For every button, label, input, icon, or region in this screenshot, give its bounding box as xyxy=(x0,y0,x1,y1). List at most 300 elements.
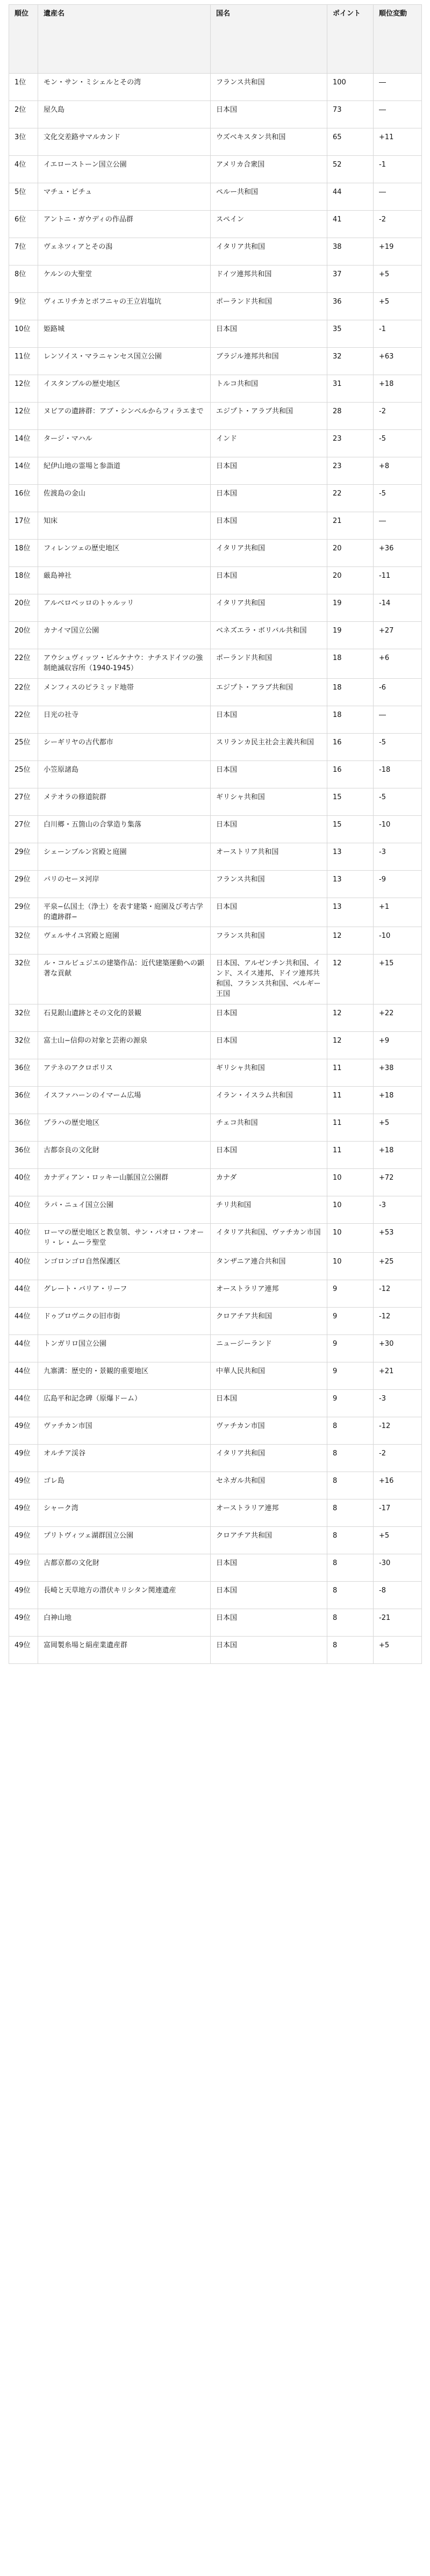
points-cell: 11 xyxy=(327,1114,374,1141)
rank-change-cell: +5 xyxy=(374,1637,422,1664)
rank-change-cell: +11 xyxy=(374,128,422,156)
country-cell: 日本国 xyxy=(211,1031,327,1059)
table-row xyxy=(9,1582,422,1609)
rank-cell: 49位 xyxy=(9,1637,38,1664)
table-row xyxy=(9,1059,422,1086)
table-row xyxy=(9,512,422,540)
country-cell: トルコ共和国 xyxy=(211,375,327,403)
site-name-cell: 知床 xyxy=(38,512,211,540)
country-cell: カナダ xyxy=(211,1168,327,1196)
country-cell: ウズベキスタン共和国 xyxy=(211,128,327,156)
rank-change-cell: -21 xyxy=(374,1609,422,1637)
header-change: 順位変動 xyxy=(374,5,422,74)
table-row xyxy=(9,788,422,815)
rank-change-cell: -5 xyxy=(374,733,422,760)
points-cell: 10 xyxy=(327,1196,374,1223)
country-cell: ドイツ連邦共和国 xyxy=(211,266,327,293)
site-name-cell: 平泉−仏国土（浄土）を表す建築・庭園及び考古学的遺跡群− xyxy=(38,898,211,927)
points-cell: 35 xyxy=(327,320,374,348)
country-cell: クロアチア共和国 xyxy=(211,1527,327,1554)
rank-change-cell: +27 xyxy=(374,622,422,649)
table-row xyxy=(9,927,422,955)
site-name-cell: レンソイス・マラニャンセス国立公園 xyxy=(38,348,211,375)
country-cell: 日本国 xyxy=(211,512,327,540)
rank-cell: 27位 xyxy=(9,815,38,843)
country-cell: 日本国 xyxy=(211,101,327,128)
points-cell: 37 xyxy=(327,266,374,293)
rank-change-cell: -12 xyxy=(374,1280,422,1308)
rank-cell: 44位 xyxy=(9,1308,38,1335)
site-name-cell: 富士山−信仰の対象と芸術の源泉 xyxy=(38,1031,211,1059)
points-cell: 32 xyxy=(327,348,374,375)
rank-cell: 49位 xyxy=(9,1472,38,1499)
country-cell: イタリア共和国、ヴァチカン市国 xyxy=(211,1223,327,1253)
table-row xyxy=(9,1168,422,1196)
site-name-cell: ヌビアの遺跡群：アブ・シンベルからフィラエまで xyxy=(38,403,211,430)
country-cell: 日本国 xyxy=(211,1004,327,1031)
site-name-cell: トンガリロ国立公園 xyxy=(38,1335,211,1362)
rank-change-cell: +21 xyxy=(374,1362,422,1390)
rank-change-cell: +5 xyxy=(374,266,422,293)
country-cell: ポーランド共和国 xyxy=(211,293,327,320)
country-cell: 日本国 xyxy=(211,485,327,512)
site-name-cell: グレート・バリア・リーフ xyxy=(38,1280,211,1308)
points-cell: 8 xyxy=(327,1417,374,1445)
rank-change-cell: ― xyxy=(374,512,422,540)
rank-change-cell: +72 xyxy=(374,1168,422,1196)
rank-cell: 6位 xyxy=(9,211,38,238)
table-row xyxy=(9,1527,422,1554)
rank-change-cell: +16 xyxy=(374,1472,422,1499)
country-cell: ギリシャ共和国 xyxy=(211,788,327,815)
site-name-cell: ローマの歴史地区と教皇領、サン・パオロ・フオーリ・レ・ムーラ聖堂 xyxy=(38,1223,211,1253)
rank-change-cell: -1 xyxy=(374,156,422,183)
table-row xyxy=(9,622,422,649)
site-name-cell: メンフィスのピラミッド地帯 xyxy=(38,678,211,706)
table-row xyxy=(9,1335,422,1362)
site-name-cell: モン・サン・ミシェルとその湾 xyxy=(38,74,211,101)
site-name-cell: ゴレ島 xyxy=(38,1472,211,1499)
rank-change-cell: +5 xyxy=(374,293,422,320)
country-cell: オーストリア共和国 xyxy=(211,843,327,870)
rank-change-cell: -3 xyxy=(374,1196,422,1223)
table-row xyxy=(9,101,422,128)
table-row xyxy=(9,1609,422,1637)
table-row xyxy=(9,678,422,706)
table-row xyxy=(9,74,422,101)
rank-cell: 8位 xyxy=(9,266,38,293)
rank-cell: 18位 xyxy=(9,567,38,594)
rank-cell: 2位 xyxy=(9,101,38,128)
rank-change-cell: ― xyxy=(374,101,422,128)
points-cell: 18 xyxy=(327,706,374,733)
site-name-cell: ドゥブロヴニクの旧市街 xyxy=(38,1308,211,1335)
rank-change-cell: -11 xyxy=(374,567,422,594)
points-cell: 15 xyxy=(327,815,374,843)
site-name-cell: パリのセーヌ河岸 xyxy=(38,870,211,898)
country-cell: オーストラリア連邦 xyxy=(211,1280,327,1308)
site-name-cell: オルチア渓谷 xyxy=(38,1445,211,1472)
points-cell: 9 xyxy=(327,1362,374,1390)
points-cell: 20 xyxy=(327,567,374,594)
rank-change-cell: ― xyxy=(374,183,422,211)
table-row xyxy=(9,1362,422,1390)
rank-cell: 14位 xyxy=(9,430,38,457)
site-name-cell: 広島平和記念碑（原爆ドーム） xyxy=(38,1390,211,1417)
country-cell: ニュージーランド xyxy=(211,1335,327,1362)
points-cell: 73 xyxy=(327,101,374,128)
rank-cell: 20位 xyxy=(9,594,38,622)
table-row xyxy=(9,1445,422,1472)
site-name-cell: イスタンブルの歴史地区 xyxy=(38,375,211,403)
table-row xyxy=(9,1141,422,1168)
table-row xyxy=(9,1472,422,1499)
rank-cell: 49位 xyxy=(9,1499,38,1527)
table-row xyxy=(9,183,422,211)
rank-cell: 18位 xyxy=(9,540,38,567)
site-name-cell: プリトヴィツェ湖群国立公園 xyxy=(38,1527,211,1554)
rank-change-cell: +18 xyxy=(374,1086,422,1114)
table-row xyxy=(9,1114,422,1141)
country-cell: 日本国 xyxy=(211,706,327,733)
ranking-table-container xyxy=(9,0,421,1669)
site-name-cell: 姫路城 xyxy=(38,320,211,348)
points-cell: 21 xyxy=(327,512,374,540)
points-cell: 9 xyxy=(327,1390,374,1417)
points-cell: 12 xyxy=(327,1004,374,1031)
rank-change-cell: -5 xyxy=(374,788,422,815)
table-row xyxy=(9,1223,422,1253)
points-cell: 9 xyxy=(327,1308,374,1335)
rank-change-cell: +15 xyxy=(374,955,422,1004)
country-cell: スリランカ民主社会主義共和国 xyxy=(211,733,327,760)
points-cell: 12 xyxy=(327,955,374,1004)
points-cell: 36 xyxy=(327,293,374,320)
points-cell: 9 xyxy=(327,1280,374,1308)
country-cell: イタリア共和国 xyxy=(211,540,327,567)
rank-cell: 44位 xyxy=(9,1390,38,1417)
site-name-cell: ヴェネツィアとその潟 xyxy=(38,238,211,266)
country-cell: 日本国 xyxy=(211,815,327,843)
rank-cell: 22位 xyxy=(9,649,38,679)
table-row xyxy=(9,706,422,733)
table-row xyxy=(9,128,422,156)
rank-cell: 29位 xyxy=(9,898,38,927)
rank-cell: 9位 xyxy=(9,293,38,320)
table-row xyxy=(9,1417,422,1445)
rank-cell: 14位 xyxy=(9,457,38,485)
site-name-cell: シーギリヤの古代都市 xyxy=(38,733,211,760)
rank-change-cell: -2 xyxy=(374,211,422,238)
rank-change-cell: -8 xyxy=(374,1582,422,1609)
points-cell: 13 xyxy=(327,898,374,927)
site-name-cell: 古都京都の文化財 xyxy=(38,1554,211,1582)
country-cell: ベネズエラ・ボリバル共和国 xyxy=(211,622,327,649)
rank-change-cell: ― xyxy=(374,74,422,101)
site-name-cell: 九寨溝：歴史的・景観的重要地区 xyxy=(38,1362,211,1390)
site-name-cell: カナイマ国立公園 xyxy=(38,622,211,649)
table-row xyxy=(9,594,422,622)
points-cell: 19 xyxy=(327,594,374,622)
rank-cell: 25位 xyxy=(9,733,38,760)
site-name-cell: ル・コルビュジエの建築作品：近代建築運動への顕著な貢献 xyxy=(38,955,211,1004)
points-cell: 31 xyxy=(327,375,374,403)
country-cell: スペイン xyxy=(211,211,327,238)
points-cell: 20 xyxy=(327,540,374,567)
site-name-cell: メテオラの修道院群 xyxy=(38,788,211,815)
rank-cell: 44位 xyxy=(9,1280,38,1308)
rank-change-cell: +36 xyxy=(374,540,422,567)
rank-cell: 20位 xyxy=(9,622,38,649)
points-cell: 8 xyxy=(327,1499,374,1527)
table-row xyxy=(9,1499,422,1527)
country-cell: エジプト・アラブ共和国 xyxy=(211,678,327,706)
rank-cell: 49位 xyxy=(9,1554,38,1582)
rank-cell: 22位 xyxy=(9,706,38,733)
table-row xyxy=(9,238,422,266)
rank-change-cell: -2 xyxy=(374,403,422,430)
rank-change-cell: +30 xyxy=(374,1335,422,1362)
country-cell: オーストラリア連邦 xyxy=(211,1499,327,1527)
country-cell: 中華人民共和国 xyxy=(211,1362,327,1390)
table-row xyxy=(9,649,422,679)
rank-change-cell: -9 xyxy=(374,870,422,898)
site-name-cell: ヴィエリチカとボフニャの王立岩塩坑 xyxy=(38,293,211,320)
site-name-cell: シェーンブルン宮殿と庭園 xyxy=(38,843,211,870)
table-row xyxy=(9,815,422,843)
rank-change-cell: -10 xyxy=(374,815,422,843)
table-row xyxy=(9,1637,422,1664)
header-rank: 順位 xyxy=(9,5,38,74)
table-row xyxy=(9,898,422,927)
site-name-cell: 屋久島 xyxy=(38,101,211,128)
rank-change-cell: -12 xyxy=(374,1308,422,1335)
country-cell: 日本国 xyxy=(211,457,327,485)
country-cell: フランス共和国 xyxy=(211,927,327,955)
site-name-cell: シャーク湾 xyxy=(38,1499,211,1527)
rank-cell: 32位 xyxy=(9,1031,38,1059)
site-name-cell: マチュ・ピチュ xyxy=(38,183,211,211)
points-cell: 23 xyxy=(327,457,374,485)
rank-cell: 49位 xyxy=(9,1527,38,1554)
rank-cell: 22位 xyxy=(9,678,38,706)
rank-cell: 32位 xyxy=(9,955,38,1004)
site-name-cell: 小笠原諸島 xyxy=(38,760,211,788)
points-cell: 11 xyxy=(327,1086,374,1114)
rank-cell: 44位 xyxy=(9,1362,38,1390)
points-cell: 18 xyxy=(327,678,374,706)
rank-change-cell: -3 xyxy=(374,1390,422,1417)
rank-change-cell: +18 xyxy=(374,375,422,403)
rank-change-cell: +5 xyxy=(374,1527,422,1554)
rank-cell: 4位 xyxy=(9,156,38,183)
rank-change-cell: +6 xyxy=(374,649,422,679)
points-cell: 100 xyxy=(327,74,374,101)
site-name-cell: アルベロベッロのトゥルッリ xyxy=(38,594,211,622)
rank-cell: 29位 xyxy=(9,843,38,870)
country-cell: チェコ共和国 xyxy=(211,1114,327,1141)
points-cell: 12 xyxy=(327,1031,374,1059)
heritage-ranking-table xyxy=(9,4,422,1664)
rank-change-cell: -10 xyxy=(374,927,422,955)
rank-change-cell: -6 xyxy=(374,678,422,706)
country-cell: ブラジル連邦共和国 xyxy=(211,348,327,375)
points-cell: 15 xyxy=(327,788,374,815)
rank-cell: 7位 xyxy=(9,238,38,266)
points-cell: 8 xyxy=(327,1445,374,1472)
rank-cell: 49位 xyxy=(9,1609,38,1637)
rank-change-cell: +22 xyxy=(374,1004,422,1031)
site-name-cell: 富岡製糸場と絹産業遺産群 xyxy=(38,1637,211,1664)
country-cell: 日本国 xyxy=(211,1582,327,1609)
points-cell: 8 xyxy=(327,1582,374,1609)
rank-cell: 49位 xyxy=(9,1417,38,1445)
site-name-cell: 長崎と天草地方の潜伏キリシタン関連遺産 xyxy=(38,1582,211,1609)
points-cell: 12 xyxy=(327,927,374,955)
country-cell: 日本国、アルゼンチン共和国、インド、スイス連邦、ドイツ連邦共和国、フランス共和国、ベルギー王国 xyxy=(211,955,327,1004)
table-row xyxy=(9,375,422,403)
site-name-cell: アウシュヴィッツ・ビルケナウ：ナチスドイツの強制絶滅収容所（1940-1945） xyxy=(38,649,211,679)
rank-cell: 16位 xyxy=(9,485,38,512)
table-row xyxy=(9,266,422,293)
table-row xyxy=(9,485,422,512)
country-cell: フランス共和国 xyxy=(211,870,327,898)
rank-cell: 12位 xyxy=(9,375,38,403)
table-row xyxy=(9,293,422,320)
site-name-cell: 石見銀山遺跡とその文化的景観 xyxy=(38,1004,211,1031)
table-row xyxy=(9,567,422,594)
table-row xyxy=(9,843,422,870)
points-cell: 11 xyxy=(327,1059,374,1086)
rank-change-cell: +53 xyxy=(374,1223,422,1253)
country-cell: 日本国 xyxy=(211,1390,327,1417)
table-row xyxy=(9,320,422,348)
points-cell: 19 xyxy=(327,622,374,649)
rank-change-cell: -3 xyxy=(374,843,422,870)
table-row xyxy=(9,156,422,183)
site-name-cell: ンゴロンゴロ自然保護区 xyxy=(38,1253,211,1280)
country-cell: イタリア共和国 xyxy=(211,1445,327,1472)
site-name-cell: 古都奈良の文化財 xyxy=(38,1141,211,1168)
country-cell: 日本国 xyxy=(211,567,327,594)
rank-change-cell: -14 xyxy=(374,594,422,622)
points-cell: 13 xyxy=(327,843,374,870)
site-name-cell: ケルンの大聖堂 xyxy=(38,266,211,293)
points-cell: 8 xyxy=(327,1527,374,1554)
country-cell: イタリア共和国 xyxy=(211,594,327,622)
site-name-cell: 厳島神社 xyxy=(38,567,211,594)
site-name-cell: タージ・マハル xyxy=(38,430,211,457)
table-row xyxy=(9,457,422,485)
points-cell: 13 xyxy=(327,870,374,898)
site-name-cell: イスファハーンのイマーム広場 xyxy=(38,1086,211,1114)
site-name-cell: アントニ・ガウディの作品群 xyxy=(38,211,211,238)
table-row xyxy=(9,1554,422,1582)
rank-cell: 40位 xyxy=(9,1168,38,1196)
points-cell: 9 xyxy=(327,1335,374,1362)
points-cell: 8 xyxy=(327,1609,374,1637)
table-row xyxy=(9,1253,422,1280)
table-row xyxy=(9,870,422,898)
rank-change-cell: -2 xyxy=(374,1445,422,1472)
site-name-cell: ヴァチカン市国 xyxy=(38,1417,211,1445)
rank-change-cell: +9 xyxy=(374,1031,422,1059)
country-cell: ヴァチカン市国 xyxy=(211,1417,327,1445)
points-cell: 8 xyxy=(327,1554,374,1582)
points-cell: 10 xyxy=(327,1253,374,1280)
points-cell: 10 xyxy=(327,1223,374,1253)
points-cell: 10 xyxy=(327,1168,374,1196)
header-points: ポイント xyxy=(327,5,374,74)
table-row xyxy=(9,1280,422,1308)
header-site: 遺産名 xyxy=(38,5,211,74)
table-row xyxy=(9,1308,422,1335)
rank-cell: 27位 xyxy=(9,788,38,815)
header-country: 国名 xyxy=(211,5,327,74)
site-name-cell: プラハの歴史地区 xyxy=(38,1114,211,1141)
country-cell: ポーランド共和国 xyxy=(211,649,327,679)
points-cell: 16 xyxy=(327,733,374,760)
rank-change-cell: -17 xyxy=(374,1499,422,1527)
rank-change-cell: +38 xyxy=(374,1059,422,1086)
rank-change-cell: -5 xyxy=(374,430,422,457)
points-cell: 22 xyxy=(327,485,374,512)
points-cell: 16 xyxy=(327,760,374,788)
country-cell: ペルー共和国 xyxy=(211,183,327,211)
table-row xyxy=(9,955,422,1004)
rank-cell: 40位 xyxy=(9,1196,38,1223)
rank-change-cell: +1 xyxy=(374,898,422,927)
rank-change-cell: ― xyxy=(374,706,422,733)
table-row xyxy=(9,540,422,567)
table-header-row xyxy=(9,5,422,74)
country-cell: チリ共和国 xyxy=(211,1196,327,1223)
table-row xyxy=(9,1086,422,1114)
points-cell: 44 xyxy=(327,183,374,211)
country-cell: フランス共和国 xyxy=(211,74,327,101)
country-cell: 日本国 xyxy=(211,1554,327,1582)
rank-change-cell: +19 xyxy=(374,238,422,266)
rank-cell: 17位 xyxy=(9,512,38,540)
site-name-cell: イエローストーン国立公園 xyxy=(38,156,211,183)
rank-cell: 29位 xyxy=(9,870,38,898)
rank-change-cell: +8 xyxy=(374,457,422,485)
rank-cell: 49位 xyxy=(9,1582,38,1609)
rank-cell: 25位 xyxy=(9,760,38,788)
site-name-cell: 紀伊山地の霊場と参詣道 xyxy=(38,457,211,485)
country-cell: イタリア共和国 xyxy=(211,238,327,266)
country-cell: タンザニア連合共和国 xyxy=(211,1253,327,1280)
rank-cell: 1位 xyxy=(9,74,38,101)
rank-cell: 36位 xyxy=(9,1114,38,1141)
country-cell: 日本国 xyxy=(211,1609,327,1637)
rank-cell: 11位 xyxy=(9,348,38,375)
site-name-cell: 文化交差路サマルカンド xyxy=(38,128,211,156)
rank-cell: 3位 xyxy=(9,128,38,156)
country-cell: エジプト・アラブ共和国 xyxy=(211,403,327,430)
table-row xyxy=(9,1196,422,1223)
rank-cell: 32位 xyxy=(9,927,38,955)
table-row xyxy=(9,1390,422,1417)
rank-cell: 36位 xyxy=(9,1141,38,1168)
rank-change-cell: -18 xyxy=(374,760,422,788)
rank-cell: 10位 xyxy=(9,320,38,348)
site-name-cell: 佐渡島の金山 xyxy=(38,485,211,512)
site-name-cell: ヴェルサイユ宮殿と庭園 xyxy=(38,927,211,955)
rank-change-cell: -1 xyxy=(374,320,422,348)
country-cell: インド xyxy=(211,430,327,457)
table-body xyxy=(9,74,422,1664)
